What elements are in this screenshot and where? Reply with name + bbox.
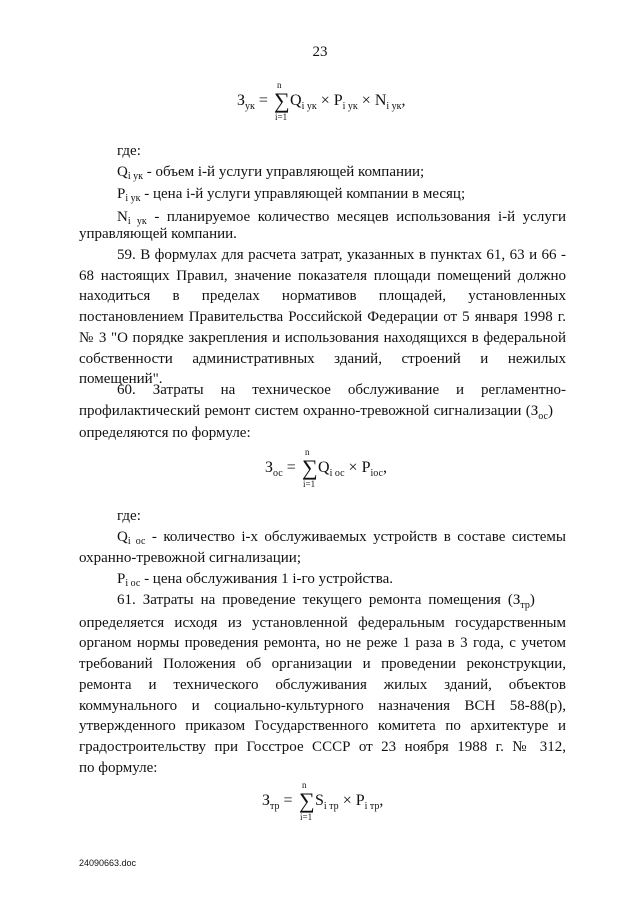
sigma-symbol: ∑: [299, 788, 315, 813]
definition-p: $P_{i ос}$ - цена обслуживания 1 i-го устройства.: [117, 571, 394, 589]
formula-tail: ,: [401, 92, 406, 109]
formula-term-s-sub: i тр: [323, 801, 339, 812]
paragraph-line: профилактический ремонт систем охранно-тревожной сигнализации $(З_{ос})$: [79, 402, 553, 422]
paragraph-line: определяется исходя из установленной федеральным государственным: [79, 614, 566, 631]
definitions-security: [117, 506, 566, 549]
definition-n: $N_{i ук}$ - планируемое количество месяцев использования i-й услуги: [117, 209, 567, 228]
formula-tail: ,: [379, 792, 384, 809]
paragraph-line: 61. Затраты на проведение текущего ремонта помещения $(З_{тр})$: [117, 592, 535, 611]
paragraph-line: 59. В формулах для расчета затрат, указанных в пунктах 61, 63 и 66 -: [117, 247, 566, 263]
paragraph-line: 68 настоящих Правил, значение показателя площади помещений должно: [79, 267, 566, 284]
paragraph-line: помещений".: [79, 371, 163, 388]
formula-term-n-sub: i ук: [386, 101, 402, 112]
paragraph-line: определяются по формуле:: [79, 425, 251, 442]
formula-term-p-sub: iос: [370, 468, 383, 479]
document-footer-filename: 24090663.doc: [79, 858, 137, 868]
sigma-symbol: ∑: [302, 455, 318, 480]
definition-q: $Q_{i ос}$ - количество i-х обслуживаемых устройств в составе системы: [117, 528, 567, 547]
where-label: где:: [117, 143, 141, 159]
definition-n-continuation: управляющей компании.: [79, 226, 237, 242]
formula-term-q-sub: i ос: [329, 468, 345, 479]
formula-term-p: P: [333, 92, 343, 109]
paragraph-60: [79, 380, 566, 444]
formula-times: ×: [361, 92, 371, 109]
definition-q: $Q_{i ук}$ - объем i-й услуги управляющей компании;: [117, 163, 425, 182]
paragraph-line: ремонта и технического обслуживания жилых зданий, объектов: [79, 676, 566, 693]
formula-term-p: P: [355, 792, 365, 809]
paragraph-line: градостроительству при Госстрое СССР от 23 ноября 1988 г. № 312,: [79, 738, 566, 755]
formula-lhs-sub: ук: [245, 101, 255, 112]
sum-upper-limit: n: [302, 780, 307, 790]
formula-times: ×: [320, 92, 330, 109]
paragraph-line: коммунального и социально-культурного назначения ВСН 58-88(р),: [79, 697, 566, 714]
definition-q-continuation: охранно-тревожной сигнализации;: [79, 550, 302, 566]
paragraph-line: утвержденного приказом Государственного комитета по архитектуре и: [79, 718, 566, 735]
formula-term-p-sub: i тр: [364, 801, 380, 812]
paragraph-59: [79, 245, 566, 390]
formula-term-p-sub: i ук: [342, 101, 358, 112]
sum-upper-limit: n: [305, 447, 310, 457]
sum-upper-limit: n: [277, 80, 282, 90]
formula-lhs: З: [262, 792, 271, 809]
where-label: где:: [117, 508, 141, 524]
formula-lhs: З: [265, 459, 274, 476]
formula-tail: ,: [382, 459, 387, 476]
formula-term-q: Q: [318, 459, 330, 476]
paragraph-61: [79, 590, 566, 778]
sum-lower-limit: i=1: [275, 112, 288, 122]
paragraph-line: по формуле:: [79, 759, 158, 776]
paragraph-line: 60. Затраты на техническое обслуживание и регламентно-: [117, 382, 566, 398]
formula-term-n: N: [374, 92, 387, 109]
formula-term-q: Q: [290, 92, 302, 109]
sigma-symbol: ∑: [274, 88, 290, 113]
sum-lower-limit: i=1: [303, 479, 316, 489]
formula-term-p: P: [361, 459, 371, 476]
formula-times: ×: [348, 459, 358, 476]
formula-lhs-sub: ос: [273, 468, 283, 479]
formula-term-s: S: [315, 792, 324, 809]
sum-lower-limit: i=1: [300, 812, 313, 822]
page-number: 23: [312, 44, 328, 60]
formula-times: ×: [342, 792, 352, 809]
definition-p: $P_{i ук}$ - цена i-й услуги управляющей компании в месяц;: [117, 186, 466, 205]
formula-eq: =: [258, 92, 268, 109]
paragraph-line: органом нормы проведения ремонта, но не реже 1 раза в 3 года, с учетом: [79, 635, 566, 652]
paragraph-line: № 3 "О порядке закрепления и использования находящихся в федеральной: [79, 329, 566, 346]
formula-lhs: З: [237, 92, 246, 109]
paragraph-line: постановлением Правительства Российской Федерации от 5 января 1998 г.: [79, 309, 566, 326]
formula-eq: =: [283, 792, 293, 809]
formula-eq: =: [286, 459, 296, 476]
paragraph-line: собственности административных зданий, строений и нежилых: [79, 350, 566, 367]
definitions-management: [117, 141, 566, 230]
paragraph-line: находиться в пределах нормативов площадей, установленных: [79, 288, 566, 305]
formula-term-q-sub: i ук: [301, 101, 317, 112]
formula-lhs-sub: тр: [270, 801, 280, 812]
paragraph-line: требований Положения об организации и проведении реконструкции,: [79, 656, 566, 673]
